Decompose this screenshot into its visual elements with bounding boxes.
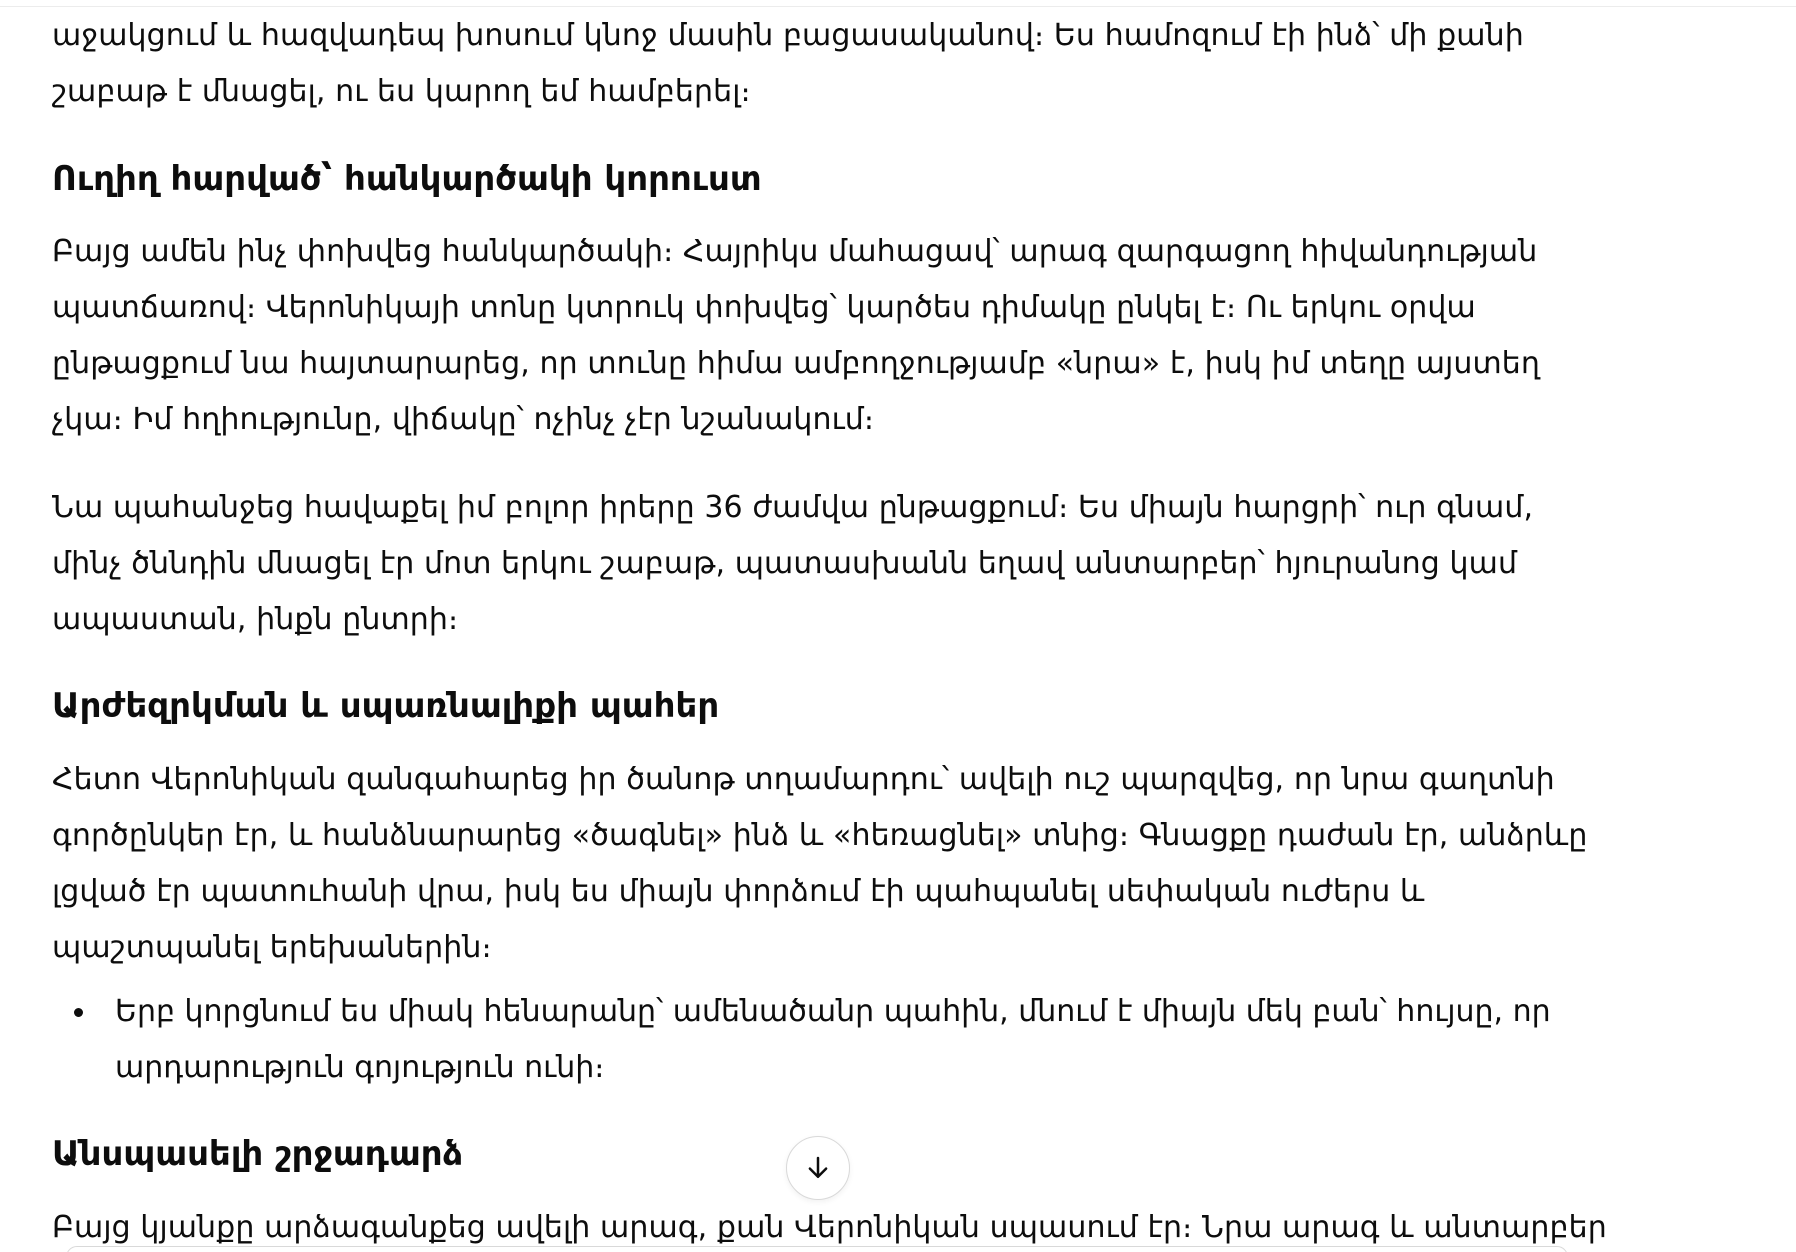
list-item (52, 984, 1612, 1096)
bullet-dot (74, 1008, 83, 1017)
paragraph-sudden-loss-2: Նա պահանջեց հավաքել իմ բոլոր իրերը 36 ժամվա ընթացքում։ Ես միայն հարցրի՝ ուր գնամ, մինչ ծննդին մնացել էր մոտ երկու շաբաթ, պատասխանն եղավ անտարբեր՝ հյուրանոց կամ ապաստան, ինքն ընտրի։ (52, 490, 1534, 637)
paragraph-intro: աջակցում և հազվադեպ խոսում կնոջ մասին բացասականով։ Ես համոզում էի ինձ՝ մի քանի շաբաթ է մնացել, ու ես կարող եմ համբերել։ (52, 18, 1524, 109)
scroll-to-bottom-button[interactable] (786, 1136, 850, 1200)
heading-sudden-loss: Ուղիղ հարված՝ հանկարծակի կորուստ (52, 159, 762, 199)
heading-humiliation: Արժեզրկման և սպառնալիքի պահեր (52, 686, 720, 726)
paragraph-humiliation: Հետո Վերոնիկան զանգահարեց իր ծանոթ տղամարդու՝ ավելի ուշ պարզվեց, որ նրա գաղտնի գործընկեր էր, և հանձնարարեց «ծագնել» ինձ և «հեռացնել» տնից։ Գնացքը դաժան էր, անձրևը լցված էր պատուհանի վրա, իսկ ես միայն փորձում էի պահպանել սեփական ուժերս և պաշտպանել երեխաներին։ (52, 762, 1588, 965)
top-divider (0, 0, 1796, 7)
paragraph-unexpected-turn: Բայց կյանքը արձագանքեց ավելի արագ, քան Վերոնիկան սպասում էր։ Նրա արագ և անտարբեր (52, 1210, 1607, 1245)
arrow-down-icon (803, 1153, 833, 1183)
bullet-list (52, 984, 1612, 1096)
list-item-text: Երբ կորցնում ես միակ հենարանը՝ ամենածանր պահին, մնում է միայն մեկ բան՝ հույսը, որ արդարություն գոյություն ունի։ (115, 994, 1551, 1085)
message-composer[interactable] (66, 1246, 1568, 1252)
heading-unexpected-turn: Անսպասելի շրջադարձ (52, 1134, 464, 1174)
paragraph-sudden-loss-1: Բայց ամեն ինչ փոխվեց հանկարծակի։ Հայրիկս մահացավ՝ արագ զարգացող հիվանդության պատճառով։ Վերոնիկայի տոնը կտրուկ փոխվեց՝ կարծես դիմակը ընկել է։ Ու երկու օրվա ընթացքում նա հայտարարեց, որ տունը հիմա ամբողջությամբ «նրա» է, իսկ իմ տեղը այստեղ չկա։ Իմ հղիությունը, վիճակը՝ ոչինչ չէր նշանակում։ (52, 234, 1541, 437)
